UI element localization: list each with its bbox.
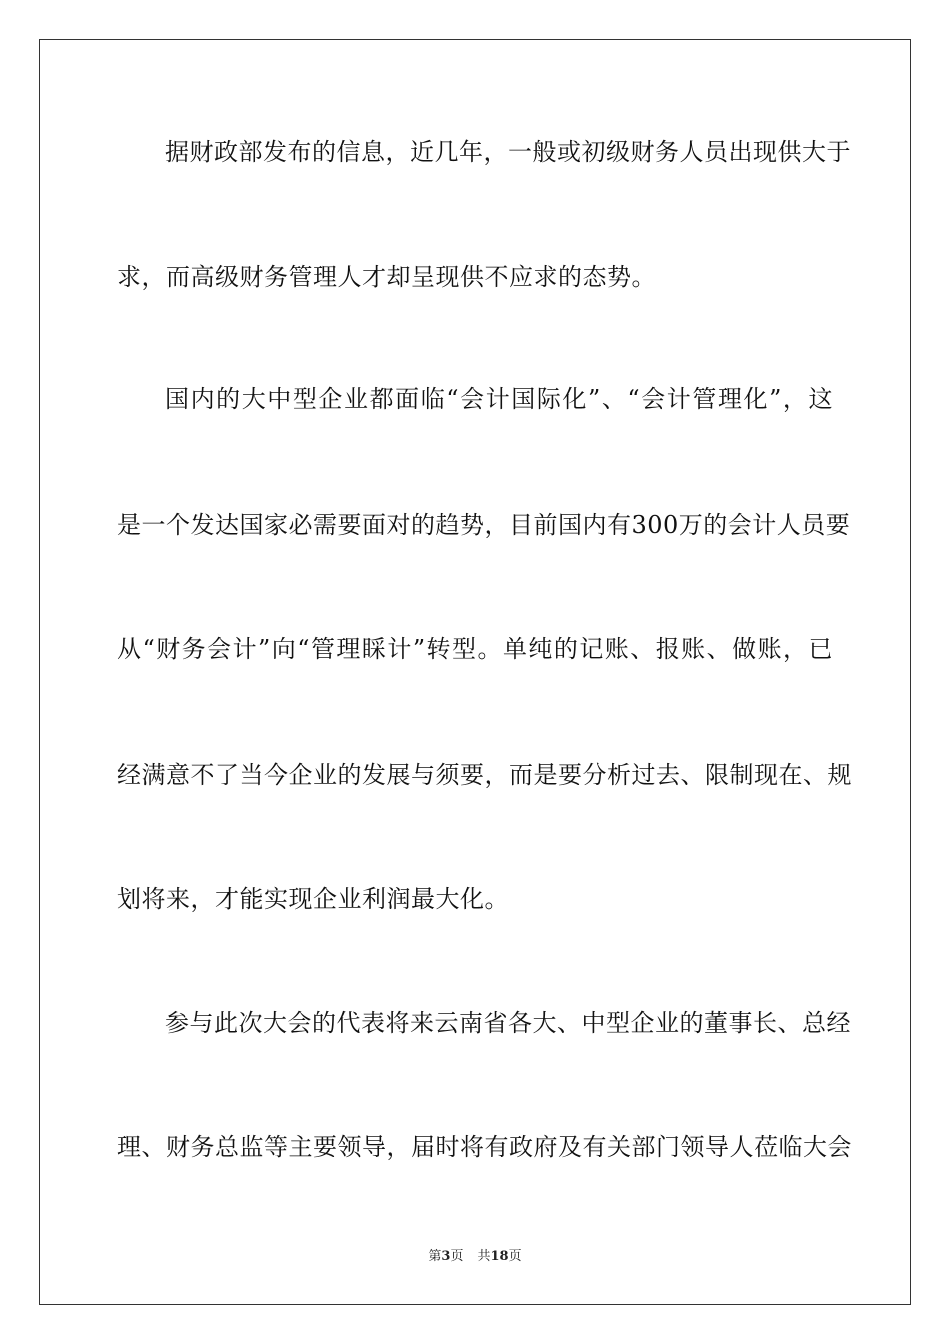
paragraph-1-line-2: 求，而高级财务管理人才却呈现供不应求的态势。 xyxy=(117,263,656,291)
total-pages: 18 xyxy=(490,1249,509,1264)
page-border xyxy=(39,39,911,1305)
paragraph-2-line-2: 是一个发达国家必需要面对的趋势，目前国内有300万的会计人员要 xyxy=(117,511,851,539)
page-footer xyxy=(0,1248,950,1266)
paragraph-2-line-5: 划将来，才能实现企业利润最大化。 xyxy=(117,885,509,913)
paragraph-2-line-1: 国内的大中型企业都面临“会计国际化”、“会计管理化”，这 xyxy=(165,385,833,413)
page-prefix: 第 xyxy=(428,1249,442,1264)
page-suffix: 页 xyxy=(450,1249,464,1264)
paragraph-1-line-1: 据财政部发布的信息，近几年，一般或初级财务人员出现供大于 xyxy=(165,138,851,166)
paragraph-3-line-2: 理、财务总监等主要领导，届时将有政府及有关部门领导人莅临大会 xyxy=(117,1133,852,1161)
paragraph-2-line-3: 从“财务会计”向“管理睬计”转型。单纯的记账、报账、做账，已 xyxy=(117,635,833,663)
total-suffix: 页 xyxy=(508,1249,522,1264)
paragraph-2-line-4: 经满意不了当今企业的发展与须要，而是要分析过去、限制现在、规 xyxy=(117,761,852,789)
page-current: 3 xyxy=(441,1249,451,1264)
total-prefix: 共 xyxy=(477,1249,491,1264)
paragraph-3-line-1: 参与此次大会的代表将来云南省各大、中型企业的董事长、总经 xyxy=(165,1009,851,1037)
